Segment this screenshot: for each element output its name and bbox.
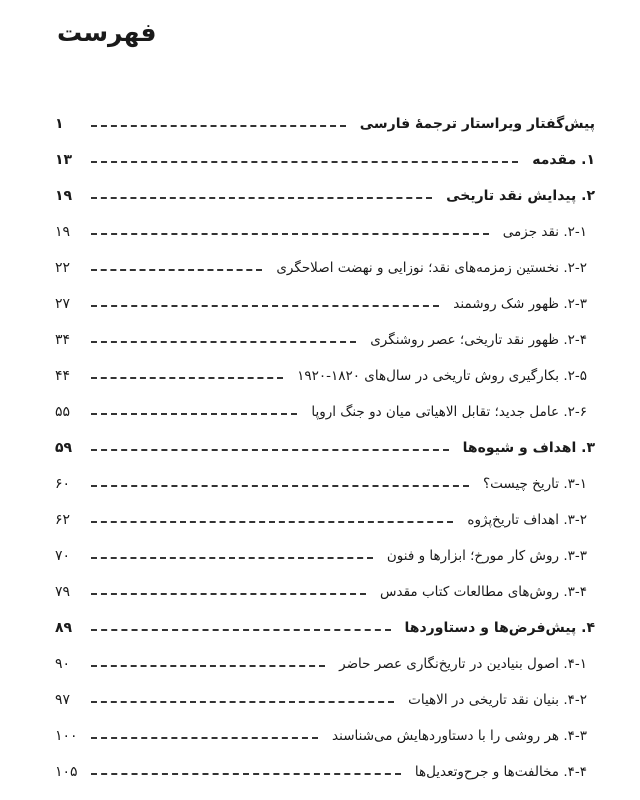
toc-page-number: ۱۹ <box>55 188 73 204</box>
dot-leader <box>91 305 439 307</box>
page-title: فهرست <box>57 18 157 47</box>
toc-entry-text: ۳-۲. اهداف تاریخ‌پژوه <box>467 512 587 528</box>
toc-entry-text: ۲-۱. نقد جزمی <box>502 224 587 240</box>
toc-page-number: ۷۰ <box>55 548 71 564</box>
toc-page-number: ۱۹ <box>55 224 71 240</box>
toc-entry-text: ۳-۱. تاریخ چیست؟ <box>483 476 587 492</box>
toc-page-number: ۹۷ <box>55 692 71 708</box>
toc-entry-text: پیش‌گفتار ویراستار ترجمهٔ فارسی <box>359 116 595 132</box>
toc-entry-text: ۴. پیش‌فرض‌ها و دستاوردها <box>404 620 595 636</box>
toc-row <box>55 326 595 354</box>
toc-row <box>55 182 595 210</box>
toc-page-number: ۵۵ <box>55 404 71 420</box>
toc-row <box>55 398 595 426</box>
toc-entry-text: ۲-۵. بکارگیری روش تاریخی در سال‌های ۱۸۲۰-۱۹۲۰ <box>297 368 587 384</box>
dot-leader <box>91 377 283 379</box>
toc-page-number: ۶۰ <box>55 476 71 492</box>
toc-page-number: ۱ <box>55 116 64 132</box>
toc-page-number: ۷۹ <box>55 584 71 600</box>
dot-leader <box>91 125 346 127</box>
toc-row <box>55 254 595 282</box>
toc-row <box>55 650 595 678</box>
toc-row <box>55 470 595 498</box>
toc-row <box>55 578 595 606</box>
toc-entry-text: ۲-۳. ظهور شک روشمند <box>453 296 587 312</box>
dot-leader <box>91 197 432 199</box>
toc-entry-text: ۴-۴. مخالفت‌ها و جرح‌وتعدیل‌ها <box>414 764 587 780</box>
dot-leader <box>91 629 391 631</box>
dot-leader <box>91 161 518 163</box>
dot-leader <box>91 665 325 667</box>
toc-row <box>55 290 595 318</box>
toc-page-number: ۳۴ <box>55 332 71 348</box>
toc-row <box>55 146 595 174</box>
toc-entry-text: ۲-۲. نخستین زمزمه‌های نقد؛ نوزایی و نهضت اصلاحگری <box>276 260 587 276</box>
toc-row <box>55 218 595 246</box>
toc-entry-text: ۲. پیدایش نقد تاریخی <box>446 188 595 204</box>
dot-leader <box>91 737 318 739</box>
toc-entry-text: ۳-۴. روش‌های مطالعات کتاب مقدس <box>380 584 587 600</box>
toc-row <box>55 110 595 138</box>
toc-row <box>55 542 595 570</box>
toc-page-number: ۱۰۰ <box>55 728 78 744</box>
toc-entry-text: ۱. مقدمه <box>532 152 595 168</box>
toc-page-number: ۸۹ <box>55 620 73 636</box>
toc-page-number: ۲۷ <box>55 296 71 312</box>
toc-page-number: ۱۳ <box>55 152 73 168</box>
toc-page-number: ۵۹ <box>55 440 73 456</box>
toc-page-number: ۲۲ <box>55 260 71 276</box>
dot-leader <box>91 557 373 559</box>
toc-page-number: ۱۰۵ <box>55 764 78 780</box>
toc-entry-text: ۴-۱. اصول بنیادین در تاریخ‌نگاری عصر حاضر <box>339 656 587 672</box>
toc-row <box>55 434 595 462</box>
toc-page-number: ۴۴ <box>55 368 71 384</box>
dot-leader <box>91 413 297 415</box>
dot-leader <box>91 269 262 271</box>
toc-entry-text: ۳-۳. روش کار مورخ؛ ابزارها و فنون <box>386 548 587 564</box>
toc-entry-text: ۲-۴. ظهور نقد تاریخی؛ عصر روشنگری <box>370 332 587 348</box>
dot-leader <box>91 233 489 235</box>
dot-leader <box>91 485 469 487</box>
toc-page-number: ۶۲ <box>55 512 71 528</box>
toc-row <box>55 686 595 714</box>
dot-leader <box>91 701 394 703</box>
dot-leader <box>91 773 401 775</box>
toc-row <box>55 506 595 534</box>
toc-row <box>55 722 595 750</box>
dot-leader <box>91 521 453 523</box>
toc-entry-text: ۴-۳. هر روشی را با دستاوردهایش می‌شناسند <box>332 728 587 744</box>
dot-leader <box>91 593 366 595</box>
toc-entry-text: ۴-۲. بنیان نقد تاریخی در الاهیات <box>408 692 587 708</box>
toc-entry-text: ۳. اهداف و شیوه‌ها <box>462 440 595 456</box>
dot-leader <box>91 341 356 343</box>
toc-row <box>55 614 595 642</box>
toc-entry-text: ۲-۶. عامل جدید؛ تقابل الاهیاتی میان دو جنگ اروپا <box>311 404 587 420</box>
toc-row <box>55 362 595 390</box>
toc-page-number: ۹۰ <box>55 656 71 672</box>
dot-leader <box>91 449 449 451</box>
toc-row <box>55 758 595 786</box>
